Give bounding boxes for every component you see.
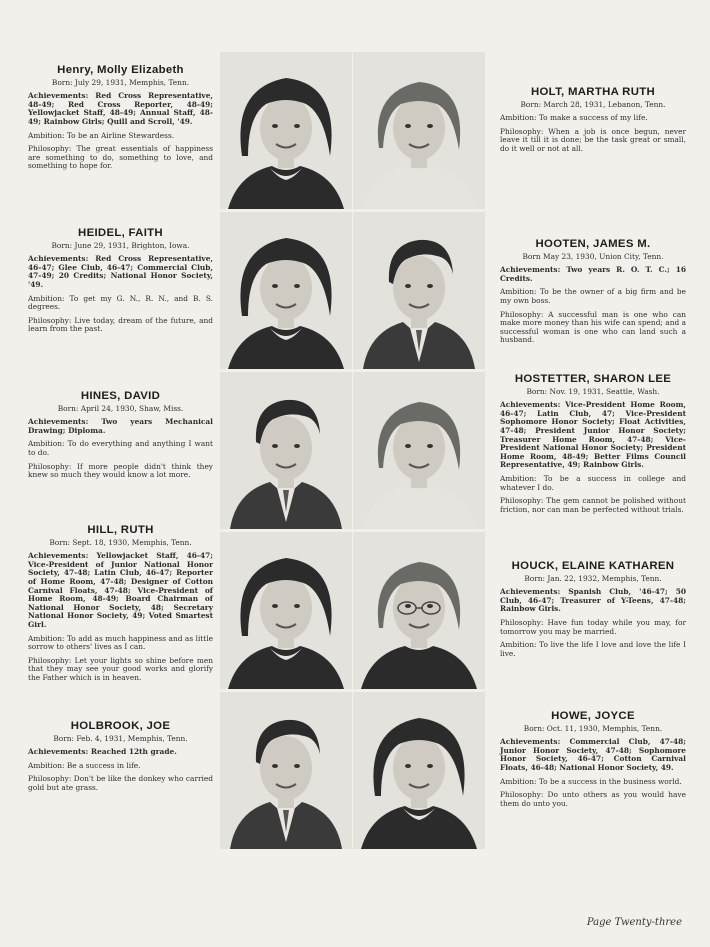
student-name: HILL, RUTH xyxy=(87,524,154,536)
birth-info: Born: Jan. 22, 1932, Memphis, Tenn. xyxy=(524,573,662,583)
ambition: Ambition: To add as much happiness and as little sorrow to others' lives as I can. xyxy=(28,633,213,652)
ambition: Ambition: To be the owner of a big firm and be my own boss. xyxy=(500,287,686,305)
achievements: Achievements: Red Cross Representative, 46-47; Glee Club, 46-47; Commercial Club, 47-49; 20 Credits; National Honor Society, '49. xyxy=(28,254,213,289)
achievements: Achievements: Two years R. O. T. C.; 16 Credits. xyxy=(500,265,686,283)
philosophy: Philosophy: Let your lights so shine before men that they may see your good works and glorify the Father which is in heaven. xyxy=(28,655,213,682)
philosophy: Philosophy: A successful man is one who can make more money than his wife can spend; and a successful woman is one who can land such a husband. xyxy=(500,309,686,345)
portrait-photo xyxy=(353,212,485,369)
philosophy: Philosophy: Have fun today while you may, for tomorrow you may be married. xyxy=(500,617,686,636)
portrait-photo xyxy=(353,52,485,209)
ambition: Ambition: To live the life I love and love the life I live. xyxy=(500,640,686,658)
entry-hostetter-sharon xyxy=(500,375,686,519)
student-name: HOUCK, ELAINE KATHAREN xyxy=(511,560,675,572)
page-number: Page Twenty-three xyxy=(586,917,682,928)
achievements: Achievements: Yellowjacket Staff, 46-47; Vice-President of Junior National Honor Society, 47-48; Latin Club, 46-47; Reporter of Home Room, 47-48; Designer of Cotton Carnival Floats, 47-48; Vice-President of Home Room, 48-49; Board Chairman of National Honor Society, 48; Secretary National Honor Society, 49; Voted Smartest Girl. xyxy=(28,551,213,629)
achievements: Achievements: Red Cross Representative, 48-49; Red Cross Reporter, 48-49; Yellowjacket Staff, 48-49; Annual Staff, 48-49; Rainbow Girls; Quill and Scroll, '49. xyxy=(28,91,213,126)
entry-henry-molly xyxy=(28,66,213,176)
achievements: Achievements: Commercial Club, 47-48; Junior Honor Society, 47-48; Sophomore Honor Society, 46-47; Cotton Carnival Floats, 46-48; National Honor Society, 49. xyxy=(500,737,686,772)
entry-holt-martha xyxy=(500,88,686,159)
birth-info: Born May 23, 1930, Union City, Tenn. xyxy=(522,251,664,261)
entry-holbrook-joe xyxy=(28,722,213,798)
student-name: HINES, DAVID xyxy=(80,390,161,402)
ambition: Ambition: Be a success in life. xyxy=(28,760,141,770)
student-name: HOLBROOK, JOE xyxy=(70,720,171,732)
philosophy: Philosophy: If more people didn't think they knew so much they would know a lot more. xyxy=(28,461,213,480)
birth-info: Born: Feb. 4, 1931, Memphis, Tenn. xyxy=(53,733,188,743)
philosophy: Philosophy: Don't be like the donkey who carried gold but ate grass. xyxy=(28,774,213,792)
philosophy: Philosophy: Do unto others as you would have them do unto you. xyxy=(500,790,686,808)
student-name: HOLT, MARTHA RUTH xyxy=(530,86,656,98)
achievements: Achievements: Two years Mechanical Drawing; Diploma. xyxy=(28,417,213,435)
birth-info: Born: Sept. 18, 1930, Memphis, Tenn. xyxy=(49,537,192,547)
entry-hines-david xyxy=(28,392,213,485)
student-name: HOOTEN, JAMES M. xyxy=(535,238,651,250)
philosophy: Philosophy: Live today, dream of the future, and learn from the past. xyxy=(28,315,213,334)
student-name: HEIDEL, FAITH xyxy=(78,227,163,239)
student-name: HOSTETTER, SHARON LEE xyxy=(514,373,672,385)
ambition: Ambition: To be a success in college and whatever I do. xyxy=(500,473,686,492)
ambition: Ambition: To get my G. N., R. N., and B. S. degrees. xyxy=(28,293,213,312)
ambition: Ambition: To be an Airline Stewardess. xyxy=(28,130,175,140)
achievements: Achievements: Vice-President Home Room, 46-47; Latin Club, 47; Vice-President Sophomore Honor Society; Float Activities, 47-48; President Junior Honor Society; Treasurer Home Room, 47-48; Vice-President National Honor Society; President Home Room, 48-49; Better Films Council Representative, 49; Rainbow Girls. xyxy=(500,400,686,470)
student-name: Henry, Molly Elizabeth xyxy=(57,64,184,76)
portrait-photo xyxy=(220,372,352,529)
portrait-photo xyxy=(220,692,352,849)
birth-info: Born: Nov. 19, 1931, Seattle, Wash. xyxy=(526,386,660,396)
portrait-photo xyxy=(220,532,352,689)
portrait-photo xyxy=(353,372,485,529)
philosophy: Philosophy: When a job is once begun, never leave it till it is done; be the task great or small, do it well or not at all. xyxy=(500,126,686,153)
birth-info: Born: June 29, 1931, Brighton, Iowa. xyxy=(51,240,190,250)
student-name: HOWE, JOYCE xyxy=(551,710,635,722)
entry-houck-elaine xyxy=(500,562,686,663)
entry-heidel-faith xyxy=(28,229,213,339)
birth-info: Born: April 24, 1930, Shaw, Miss. xyxy=(57,403,184,413)
philosophy: Philosophy: The gem cannot be polished without friction, nor can man be perfected without trials. xyxy=(500,496,686,514)
birth-info: Born: July 29, 1931, Memphis, Tenn. xyxy=(51,77,190,87)
birth-info: Born: Oct. 11, 1930, Memphis, Tenn. xyxy=(523,723,663,733)
entry-hill-ruth xyxy=(28,526,213,688)
portrait-photo xyxy=(353,532,485,689)
achievements: Achievements: Reached 12th grade. xyxy=(28,747,177,757)
portrait-photo xyxy=(353,692,485,849)
birth-info: Born: March 28, 1931, Lebanon, Tenn. xyxy=(520,99,666,109)
entry-howe-joyce xyxy=(500,712,686,813)
philosophy: Philosophy: The great essentials of happiness are something to do, something to love, and something to hope for. xyxy=(28,144,213,171)
portrait-photo xyxy=(220,52,352,209)
ambition: Ambition: To do everything and anything I want to do. xyxy=(28,439,213,457)
ambition: Ambition: To be a success in the business world. xyxy=(500,776,682,786)
achievements: Achievements: Spanish Club, '46-47; 50 Club, 46-47; Treasurer of Y-Teens, 47-48; Rainbow Girls. xyxy=(500,587,686,614)
ambition: Ambition: To make a success of my life. xyxy=(500,113,648,123)
portrait-photo xyxy=(220,212,352,369)
entry-hooten-james xyxy=(500,240,686,350)
